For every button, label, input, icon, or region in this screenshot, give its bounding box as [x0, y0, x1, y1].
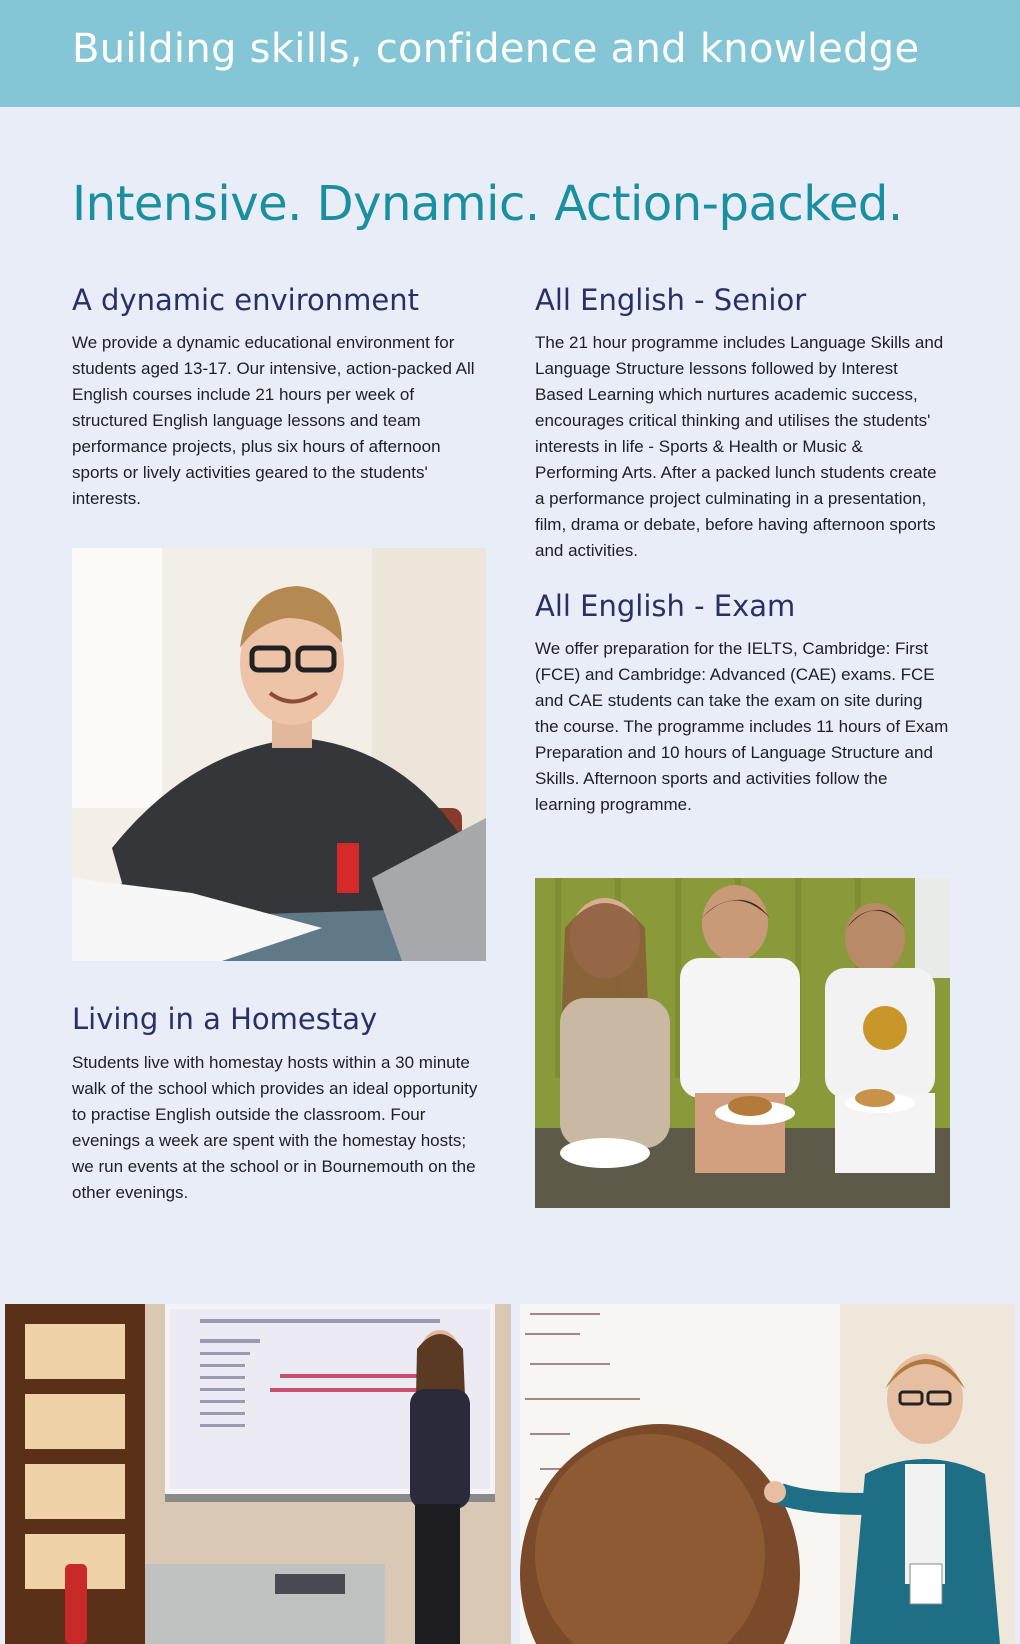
homestay-heading: Living in a Homestay: [72, 1002, 378, 1036]
student-smiling-photo: [72, 548, 486, 961]
students-eating-photo: [535, 878, 950, 1208]
exam-heading: All English - Exam: [535, 589, 796, 623]
homestay-text: Students live with homestay hosts within a 30 minute walk of the school which provides an ideal opportunity to practise English outside the classroom. Four evenings a week are spent with the homestay hosts; we run events at the school or in Bournemouth on the other evenings.: [72, 1053, 478, 1202]
exam-text: We offer preparation for the IELTS, Cambridge: First (FCE) and Cambridge: Advanced (CAE) exams. FCE and CAE students can take the exam on site during the course. The programme includes 11 hours of Exam Preparation and 10 hours of Language Structure and Skills. Afternoon sports and activities follow the learning programme.: [535, 639, 949, 814]
header-banner: [0, 0, 1020, 107]
dynamic-environment-text: We provide a dynamic educational environment for students aged 13-17. Our intensive, action-packed All English courses include 21 hours per week of structured English language lessons and team performance projects, plus six hours of afternoon sports or lively activities geared to the students' interests.: [72, 333, 475, 508]
senior-heading: All English - Senior: [535, 283, 807, 317]
dynamic-environment-heading: A dynamic environment: [72, 283, 419, 317]
banner-title: Building skills, confidence and knowledge: [72, 26, 920, 72]
page-tagline: Intensive. Dynamic. Action-packed.: [72, 176, 903, 232]
senior-text: The 21 hour programme includes Language Skills and Language Structure lessons followed by Interest Based Learning which nurtures academic success, encourages critical thinking and utilises the students' interests in life - Sports & Health or Music & Performing Arts. After a packed lunch students create a performance project culminating in a presentation, film, drama or debate, before having afternoon sports and activities.: [535, 333, 944, 560]
teacher-whiteboard-photo: [520, 1304, 1015, 1644]
classroom-presentation-photo: [5, 1304, 511, 1644]
